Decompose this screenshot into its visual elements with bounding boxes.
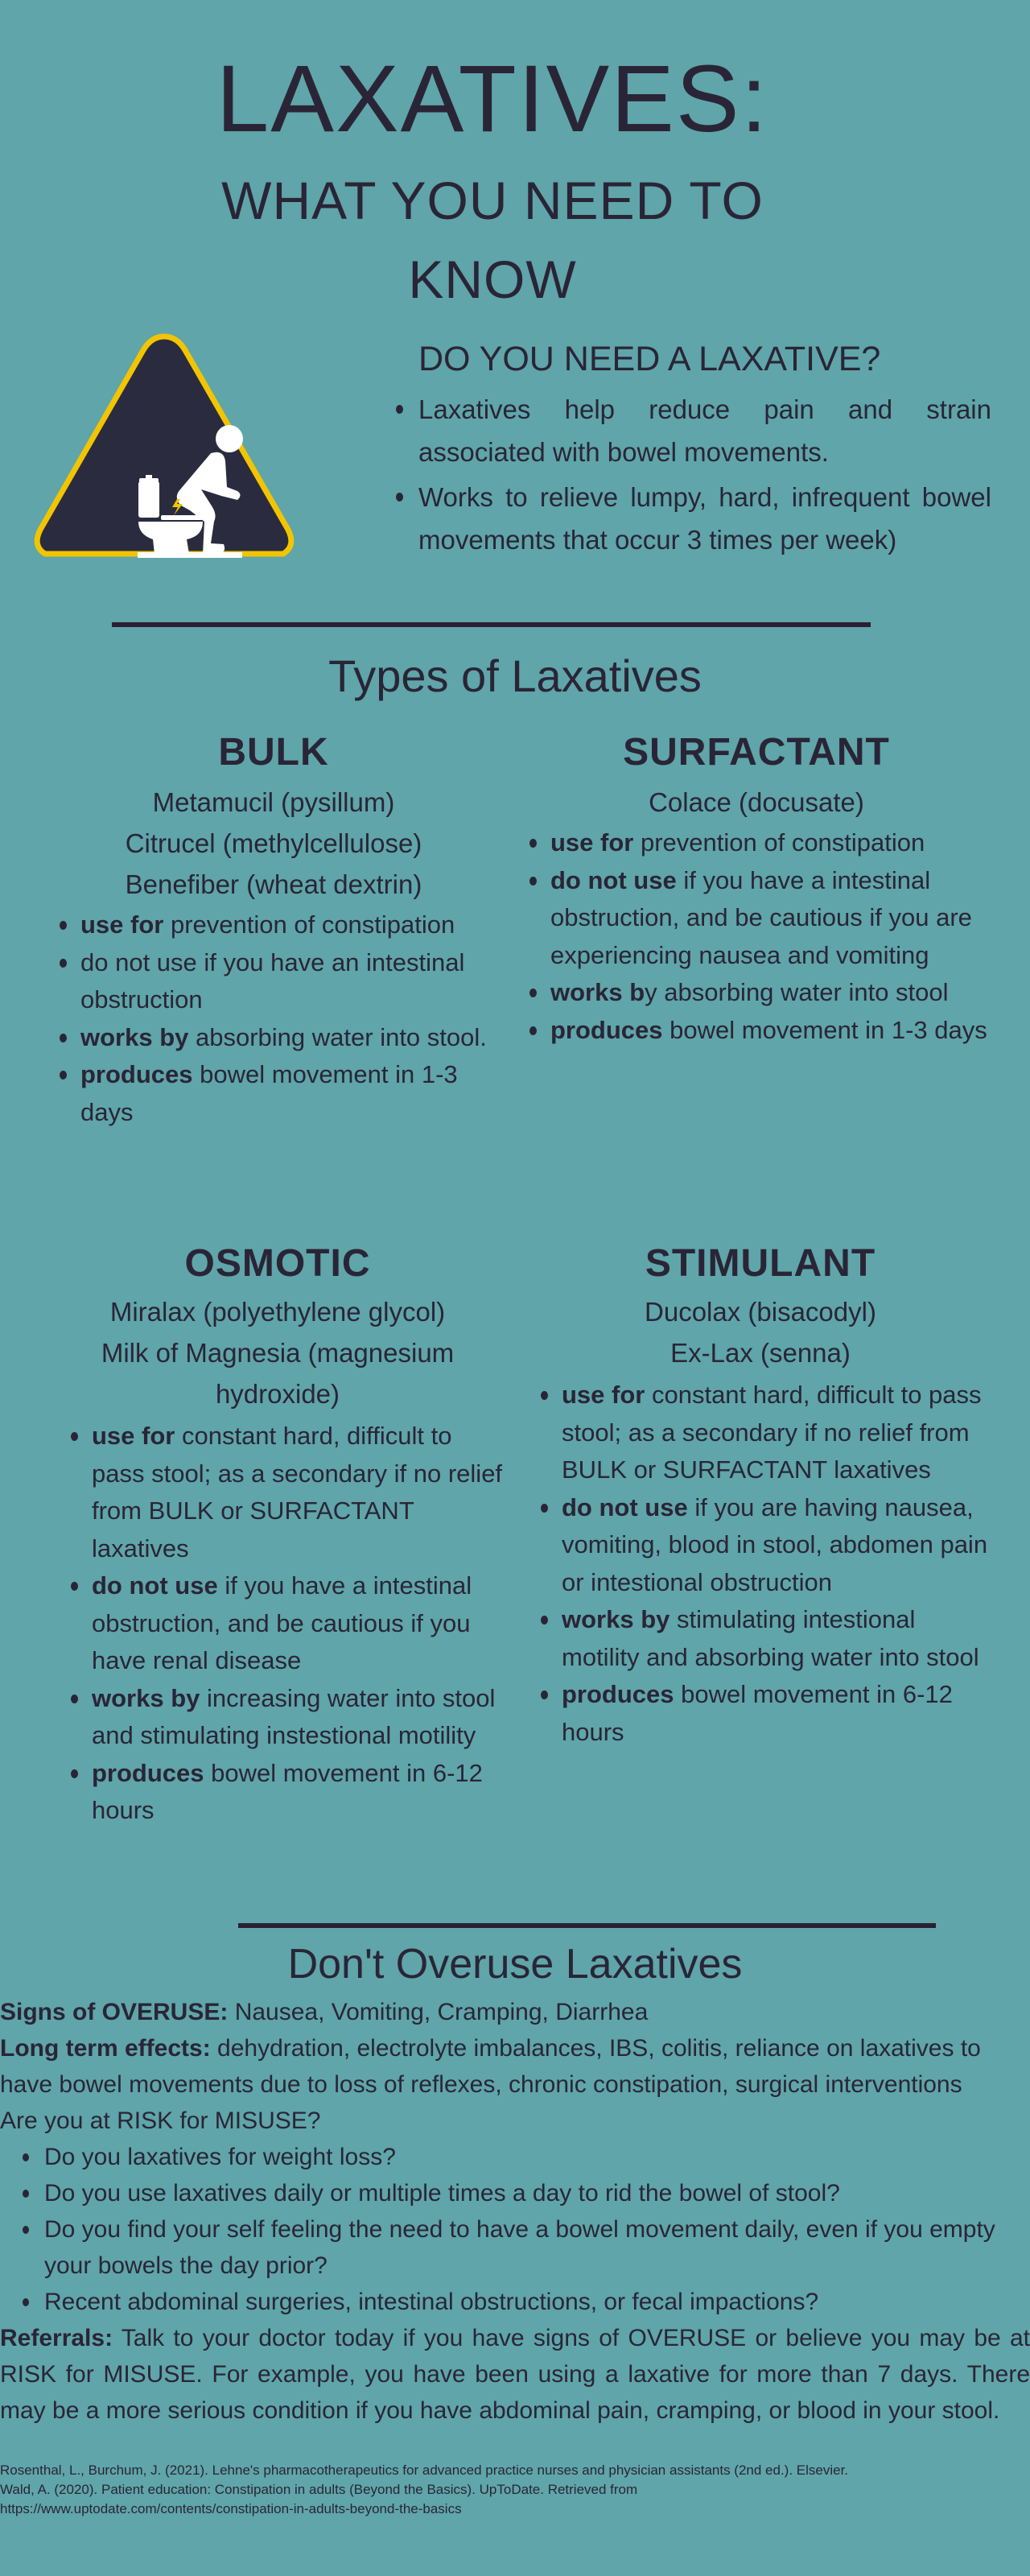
item-label: works by <box>562 1605 670 1633</box>
types-row <box>0 1240 1030 1923</box>
types-row <box>0 729 1030 1240</box>
list-item <box>562 1601 998 1676</box>
toilet-warning-icon <box>32 328 296 562</box>
drug-name: Benefiber (wheat dextrin) <box>125 869 422 899</box>
item-label: produces <box>80 1060 193 1088</box>
subtitle-line: KNOW <box>408 250 577 309</box>
drug-name: Metamucil (pysillum) <box>152 787 395 817</box>
surfactant-title: SURFACTANT <box>623 731 890 774</box>
list-item <box>550 974 998 1012</box>
list-item <box>550 1012 998 1050</box>
item-text: bowel movement in 6-12 hours <box>562 1680 953 1746</box>
need-heading: DO YOU NEED A LAXATIVE? <box>418 340 881 378</box>
item-text: prevention of constipation <box>633 828 925 857</box>
item-label: do not use <box>550 865 677 894</box>
list-item <box>92 1418 507 1567</box>
item-text: if you have a intestinal obstruction, and be cautious if you are experiencing nausea and vomiting <box>550 865 972 969</box>
list-item: Recent abdominal surgeries, intestinal obstructions, or fecal impactions? <box>44 2284 1030 2320</box>
types-heading: Types of Laxatives <box>328 650 702 701</box>
signs-of-overuse <box>0 1994 1030 2030</box>
item-text: constant hard, difficult to pass stool; as a secondary if no relief from BULK or SURFACTANT laxatives <box>562 1381 982 1484</box>
item-text: absorbing water into stool. <box>188 1022 487 1051</box>
long-term-effects <box>0 2030 1030 2103</box>
list-item <box>92 1680 507 1755</box>
stimulant-section <box>523 1240 998 1923</box>
stimulant-title: STIMULANT <box>645 1242 876 1285</box>
item-text: do not use if you have an intestinal obstruction <box>80 947 465 1013</box>
page-subtitle <box>0 161 985 319</box>
reference: Wald, A. (2020). Patient education: Constipation in adults (Beyond the Basics). UpToDate. Retrieved from <box>0 2482 638 2497</box>
item-label: do not use <box>92 1571 218 1600</box>
item-text: constant hard, difficult to pass stool; as a secondary if no relief from BULK or SURFACTANT laxatives <box>92 1422 503 1563</box>
list-item <box>92 1567 507 1680</box>
list-item <box>80 1019 499 1057</box>
item-label: use for <box>80 910 164 939</box>
list-item: Laxatives help reduce pain and strain associated with bowel movements. <box>418 388 991 473</box>
stimulant-list <box>562 1377 998 1751</box>
drug-name: Miralax (polyethylene glycol) <box>109 1297 446 1327</box>
list-item <box>80 906 499 944</box>
list-item <box>562 1489 998 1602</box>
drug-name: Citrucel (methylcellulose) <box>125 828 422 858</box>
drug-name: Colace (docusate) <box>649 787 864 817</box>
references <box>0 2461 1030 2535</box>
list-item <box>80 944 499 1019</box>
item-text: y absorbing water into stool <box>645 978 949 1006</box>
list-item: Works to relieve lumpy, hard, infrequent bowel movements that occur 3 times per week) <box>418 476 991 561</box>
divider <box>238 1923 936 1928</box>
item-label: works b <box>550 978 645 1006</box>
item-label: do not use <box>562 1492 688 1521</box>
drug-name: Ex-Lax (senna) <box>670 1338 851 1368</box>
item-text: prevention of constipation <box>163 910 455 939</box>
osmotic-section <box>48 1240 523 1923</box>
drug-name: Milk of Magnesia (magnesium hydroxide) <box>101 1338 455 1409</box>
long-label: Long term effects: <box>0 2035 211 2062</box>
need-bullets <box>418 388 991 564</box>
referrals <box>0 2320 1030 2429</box>
item-label: produces <box>92 1758 204 1787</box>
bulk-list <box>80 906 499 1131</box>
osmotic-list <box>92 1418 507 1830</box>
item-text: if you have a intestinal obstruction, and be cautious if you have renal disease <box>92 1571 472 1674</box>
list-item <box>562 1377 998 1489</box>
risk-list <box>44 2139 1030 2320</box>
bulk-title: BULK <box>218 731 329 774</box>
item-label: use for <box>92 1422 175 1450</box>
overuse-section <box>0 1936 1030 2429</box>
surfactant-section <box>515 729 998 1240</box>
risk-heading: Are you at RISK for MISUSE? <box>0 2107 321 2134</box>
item-text: bowel movement in 1-3 days <box>80 1060 458 1126</box>
list-item: Do you find your self feeling the need to have a bowel movement daily, even if you empty your bowels the day prior? <box>44 2211 1030 2284</box>
item-label: use for <box>550 828 634 857</box>
main-content <box>0 648 1030 2535</box>
item-text: stimulating intestional motility and absorbing water into stool <box>562 1605 979 1671</box>
drug-name: Ducolax (bisacodyl) <box>645 1297 876 1327</box>
item-text: bowel movement in 6-12 hours <box>92 1758 483 1824</box>
surfactant-list <box>550 824 998 1049</box>
item-text: increasing water into stool and stimulating instestional motility <box>92 1683 496 1749</box>
subtitle-line: WHAT YOU NEED TO <box>221 171 764 230</box>
divider <box>112 622 871 627</box>
signs-text: Nausea, Vomiting, Cramping, Diarrhea <box>228 1999 649 2025</box>
item-text: bowel movement in 1-3 days <box>662 1015 987 1044</box>
item-label: works by <box>80 1022 189 1051</box>
list-item <box>80 1056 499 1131</box>
list-item <box>550 862 998 975</box>
bulk-section <box>48 729 515 1240</box>
overuse-heading: Don't Overuse Laxatives <box>287 1941 743 1988</box>
list-item: Do you laxatives for weight loss? <box>44 2139 1030 2175</box>
reference: Rosenthal, L., Burchum, J. (2021). Lehne's pharmacotherapeutics for advanced practice nurses and physician assistants (2nd ed.). Elsevier. <box>0 2462 849 2478</box>
reference-link: https://www.uptodate.com/contents/constipation-in-adults-beyond-the-basics <box>0 2501 462 2516</box>
referral-label: Referrals: <box>0 2325 113 2351</box>
item-label: works by <box>92 1683 200 1712</box>
item-label: produces <box>550 1015 663 1044</box>
referral-text: Talk to your doctor today if you have signs of OVERUSE or believe you may be at RISK for MISUSE. For example, you have been using a laxative for more than 7 days. There may be a more serious condition if you have abdominal pain, cramping, or blood in your stool. <box>0 2325 1030 2424</box>
page-title: LAXATIVES: <box>216 46 769 152</box>
long-text: dehydration, electrolyte imbalances, IBS, colitis, reliance on laxatives to have bowel movements due to loss of reflexes, chronic constipation, surgical interventions <box>0 2035 981 2098</box>
signs-label: Signs of OVERUSE: <box>0 1999 229 2025</box>
item-label: produces <box>562 1680 674 1708</box>
list-item <box>92 1755 507 1830</box>
item-text: if you are having nausea, vomiting, blood in stool, abdomen pain or intestional obstruction <box>562 1492 988 1596</box>
list-item <box>562 1676 998 1751</box>
osmotic-title: OSMOTIC <box>184 1242 371 1285</box>
list-item <box>550 824 998 862</box>
item-label: use for <box>562 1381 645 1409</box>
list-item: Do you use laxatives daily or multiple times a day to rid the bowel of stool? <box>44 2175 1030 2211</box>
